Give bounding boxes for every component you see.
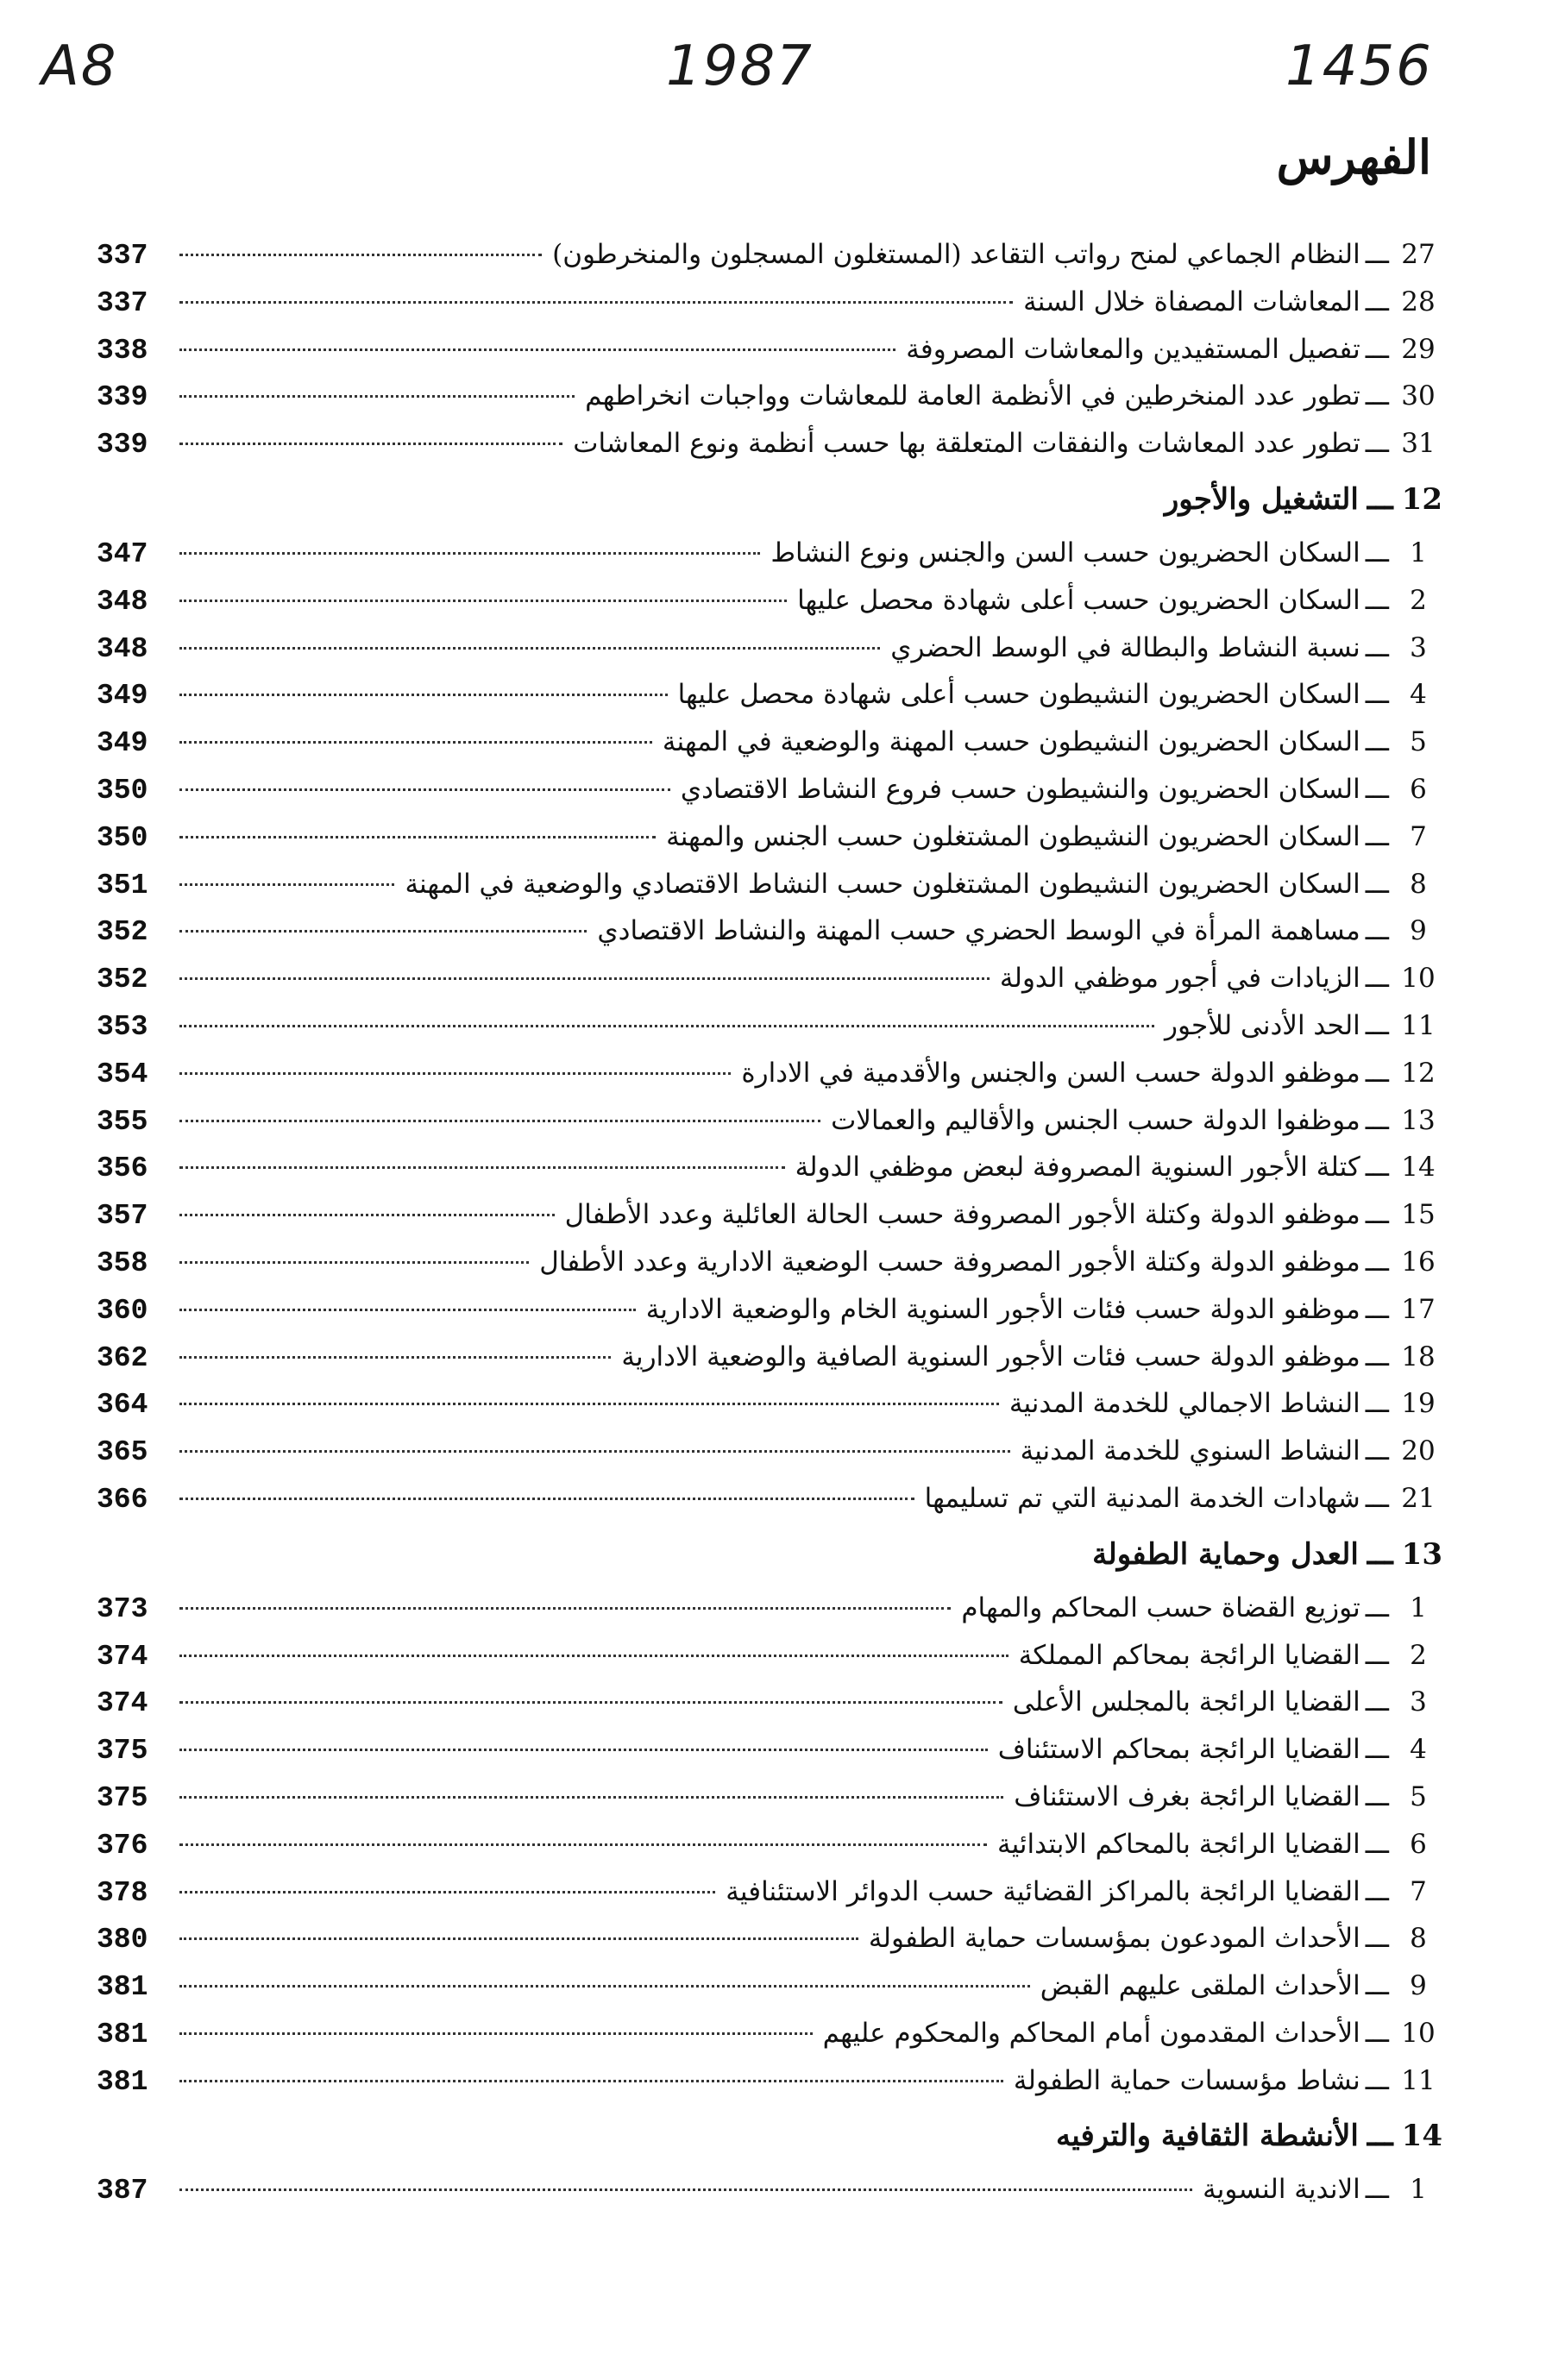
toc-entry (97, 1475, 1442, 1523)
dot-leader (179, 301, 1013, 304)
dot-leader (179, 836, 656, 838)
entry-number: 28 (1401, 286, 1436, 317)
entry-number: 8 (1410, 868, 1427, 900)
dot-leader (179, 1356, 611, 1359)
toc-entry (97, 326, 1442, 374)
entry-title: النظام الجماعي لمنح رواتب التقاعد (المستغلون المسجلون والمنخرطون) (552, 239, 1360, 270)
dot-leader (179, 1607, 951, 1610)
toc-entry (97, 1144, 1442, 1191)
dot-leader (179, 930, 587, 933)
entry-title: النشاط الاجمالي للخدمة المدنية (1008, 1388, 1360, 1420)
entry-dash: ـــ (1365, 1828, 1389, 1860)
entry-title: موظفو الدولة وكتلة الأجور المصروفة حسب الحالة العائلية وعدد الأطفال (564, 1199, 1360, 1231)
entry-page-number: 354 (97, 1058, 148, 1090)
entry-title: الأحداث المودعون بمؤسسات حماية الطفولة (868, 1923, 1360, 1955)
dot-leader (179, 1261, 529, 1264)
toc-entry (97, 907, 1442, 955)
entry-page-number: 375 (97, 1781, 148, 1814)
dot-leader (179, 254, 542, 256)
entry-page-number: 337 (97, 240, 148, 272)
entry-page-number: 349 (97, 727, 148, 760)
entry-title: القضايا الرائجة بمحاكم الاستئناف (997, 1734, 1360, 1766)
entry-page-number: 378 (97, 1876, 148, 1909)
entry-number: 4 (1410, 1734, 1427, 1766)
entry-dash: ـــ (1365, 1435, 1389, 1467)
dot-leader (179, 1403, 999, 1405)
entry-page-number: 348 (97, 585, 148, 618)
dot-leader (179, 1309, 636, 1311)
entry-page-number: 349 (97, 680, 148, 713)
entry-dash: ـــ (1365, 820, 1389, 852)
entry-title: السكان الحضريون حسب السن والجنس ونوع النشاط (770, 537, 1360, 568)
dot-leader (179, 1214, 555, 1216)
toc-entry (97, 2010, 1442, 2057)
entry-number: 5 (1410, 1780, 1427, 1812)
toc-entry (97, 1962, 1442, 2010)
entry-page-number: 338 (97, 334, 148, 367)
dot-leader (179, 1655, 1008, 1657)
entry-number: 2 (1410, 584, 1427, 616)
handwritten-note-left: A8 (41, 35, 118, 98)
entry-title: القضايا الرائجة بالمحاكم الابتدائية (996, 1828, 1360, 1860)
entry-dash: ـــ (1365, 726, 1389, 758)
entry-number: 2 (1410, 1639, 1427, 1671)
toc-entry (97, 1821, 1442, 1868)
dot-leader (179, 977, 990, 980)
dot-leader (179, 1796, 1003, 1799)
entry-number: 4 (1410, 679, 1427, 711)
entry-dash: ـــ (1365, 1246, 1389, 1278)
entry-dash: ـــ (1365, 1152, 1389, 1184)
entry-title: موظفو الدولة وكتلة الأجور المصروفة حسب الوضعية الادارية وعدد الأطفال (539, 1246, 1360, 1278)
entry-page-number: 375 (97, 1735, 148, 1768)
dot-leader (179, 1072, 731, 1075)
entry-page-number: 350 (97, 774, 148, 807)
entry-page-number: 381 (97, 2018, 148, 2050)
toc-entry (97, 1679, 1442, 1726)
entry-page-number: 357 (97, 1200, 148, 1233)
toc-entry (97, 1191, 1442, 1239)
dot-leader (179, 1843, 987, 1846)
toc-entry (97, 2166, 1442, 2214)
entry-dash: ـــ (1365, 1686, 1389, 1718)
entry-title: تطور عدد المعاشات والنفقات المتعلقة بها حسب أنظمة ونوع المعاشات (573, 428, 1360, 460)
toc-entry (97, 813, 1442, 861)
entry-number: 9 (1410, 1970, 1427, 2002)
entry-page-number: 381 (97, 2065, 148, 2098)
section-heading (97, 2106, 1442, 2166)
dot-leader (179, 2188, 1192, 2191)
entry-number: 8 (1410, 1923, 1427, 1955)
section-title: التشغيل والأجور (1164, 481, 1359, 517)
entry-title: السكان الحضريون حسب أعلى شهادة محصل عليها (797, 584, 1360, 616)
entry-dash: ـــ (1365, 1923, 1389, 1955)
entry-page-number: 380 (97, 1924, 148, 1956)
entry-page-number: 364 (97, 1389, 148, 1422)
toc-entry (97, 1774, 1442, 1821)
toc-entry (97, 420, 1442, 468)
entry-title: السكان الحضريون النشيطون حسب أعلى شهادة محصل عليها (677, 679, 1360, 711)
dot-leader (179, 600, 787, 602)
entry-dash: ـــ (1365, 1734, 1389, 1766)
entry-dash: ـــ (1365, 2017, 1389, 2049)
entry-title: القضايا الرائجة بالمراكز القضائية حسب الدوائر الاستئنافية (726, 1875, 1360, 1907)
entry-number: 16 (1401, 1246, 1436, 1278)
entry-dash: ـــ (1365, 239, 1389, 270)
entry-dash: ـــ (1365, 537, 1389, 568)
toc-entry (97, 1868, 1442, 1916)
entry-number: 12 (1401, 1057, 1436, 1089)
entry-title: نسبة النشاط والبطالة في الوسط الحضري (890, 631, 1360, 663)
entry-number: 1 (1410, 2174, 1427, 2206)
dot-leader (179, 1891, 715, 1893)
entry-page-number: 350 (97, 821, 148, 854)
section-title: الأنشطة الثقافية والترفيه (1056, 2119, 1359, 2154)
entry-page-number: 351 (97, 869, 148, 901)
entry-dash: ـــ (1365, 1780, 1389, 1812)
entry-title: القضايا الرائجة بالمجلس الأعلى (1012, 1686, 1360, 1718)
entry-page-number: 337 (97, 286, 148, 319)
entry-dash: ـــ (1365, 333, 1389, 365)
entry-dash: ـــ (1365, 2064, 1389, 2096)
entry-number: 20 (1401, 1435, 1436, 1467)
toc-entry (97, 1334, 1442, 1381)
table-of-contents (97, 231, 1442, 2353)
entry-number: 19 (1401, 1388, 1436, 1420)
entry-number: 17 (1401, 1293, 1436, 1325)
entry-number: 31 (1401, 428, 1436, 460)
entry-page-number: 348 (97, 632, 148, 665)
entry-title: توزيع القضاة حسب المحاكم والمهام (961, 1592, 1360, 1623)
toc-entry (97, 231, 1442, 279)
entry-number: 10 (1401, 963, 1436, 995)
entry-page-number: 360 (97, 1294, 148, 1327)
entry-title: السكان الحضريون والنشيطون حسب فروع النشاط الاقتصادي (680, 773, 1360, 805)
dot-leader (179, 1937, 858, 1940)
dot-leader (179, 1498, 914, 1500)
entry-title: نشاط مؤسسات حماية الطفولة (1013, 2064, 1360, 2096)
entry-title: شهادات الخدمة المدنية التي تم تسليمها (924, 1482, 1360, 1514)
entry-dash: ـــ (1365, 1639, 1389, 1671)
section-heading (97, 1524, 1442, 1585)
entry-page-number: 353 (97, 1010, 148, 1043)
toc-entry (97, 1002, 1442, 1050)
entry-number: 5 (1410, 726, 1427, 758)
entry-number: 7 (1410, 1875, 1427, 1907)
entry-title: المعاشات المصفاة خلال السنة (1023, 286, 1360, 317)
entry-title: مساهمة المرأة في الوسط الحضري حسب المهنة والنشاط الاقتصادي (597, 915, 1360, 947)
entry-title: تفصيل المستفيدين والمعاشات المصروفة (906, 333, 1360, 365)
entry-number: 27 (1401, 239, 1436, 270)
entry-page-number: 362 (97, 1341, 148, 1374)
entry-number: 9 (1410, 915, 1427, 947)
entry-dash: ـــ (1365, 915, 1389, 947)
entry-page-number: 381 (97, 1971, 148, 2004)
entry-number: 1 (1410, 537, 1427, 568)
dot-leader (179, 694, 668, 696)
entry-dash: ـــ (1365, 1199, 1389, 1231)
dot-leader (179, 349, 895, 351)
entry-dash: ـــ (1365, 1104, 1389, 1136)
section-dash: ـــ (1367, 1536, 1393, 1572)
section-number: 13 (1401, 1536, 1442, 1572)
entry-title: تطور عدد المنخرطين في الأنظمة العامة للمعاشات وواجبات انخراطهم (585, 380, 1360, 412)
entry-title: موظفو الدولة حسب فئات الأجور السنوية الخام والوضعية الادارية (645, 1293, 1360, 1325)
entry-page-number: 339 (97, 381, 148, 414)
toc-entry (97, 1380, 1442, 1428)
toc-entry (97, 279, 1442, 326)
toc-entry (97, 1585, 1442, 1632)
entry-title: الأحداث الملقى عليهم القبض (1040, 1970, 1360, 2002)
toc-entry (97, 577, 1442, 625)
entry-dash: ـــ (1365, 428, 1389, 460)
entry-title: الحد الأدنى للأجور (1165, 1009, 1360, 1041)
entry-number: 14 (1401, 1152, 1436, 1184)
entry-number: 21 (1401, 1482, 1436, 1514)
entry-page-number: 365 (97, 1436, 148, 1469)
entry-dash: ـــ (1365, 1388, 1389, 1420)
entry-page-number: 376 (97, 1829, 148, 1862)
entry-page-number: 356 (97, 1152, 148, 1185)
entry-number: 7 (1410, 820, 1427, 852)
dot-leader (179, 395, 575, 398)
entry-title: موظفو الدولة حسب فئات الأجور السنوية الصافية والوضعية الادارية (621, 1341, 1360, 1372)
section-dash: ـــ (1367, 2119, 1393, 2154)
entry-dash: ـــ (1365, 631, 1389, 663)
entry-dash: ـــ (1365, 1482, 1389, 1514)
section-title: العدل وحماية الطفولة (1092, 1536, 1359, 1572)
dot-leader (179, 647, 880, 650)
toc-entry (97, 671, 1442, 719)
dot-leader (179, 2080, 1003, 2082)
entry-number: 29 (1401, 333, 1436, 365)
entry-page-number: 387 (97, 2175, 148, 2207)
toc-entry (97, 1632, 1442, 1680)
entry-number: 30 (1401, 380, 1436, 412)
toc-entry (97, 373, 1442, 420)
handwritten-year: 1987 (666, 35, 814, 98)
toc-entry (97, 1239, 1442, 1286)
toc-entry (97, 719, 1442, 766)
entry-dash: ـــ (1365, 679, 1389, 711)
dot-leader (179, 1166, 785, 1169)
entry-dash: ـــ (1365, 1009, 1389, 1041)
entry-dash: ـــ (1365, 1592, 1389, 1623)
entry-dash: ـــ (1365, 868, 1389, 900)
dot-leader (179, 2032, 813, 2035)
toc-entry (97, 766, 1442, 813)
toc-entry (97, 2057, 1442, 2105)
entry-number: 3 (1410, 631, 1427, 663)
entry-dash: ـــ (1365, 584, 1389, 616)
entry-page-number: 374 (97, 1687, 148, 1720)
entry-title: موظفوا الدولة حسب الجنس والأقاليم والعمالات (831, 1104, 1360, 1136)
entry-title: النشاط السنوي للخدمة المدنية (1020, 1435, 1360, 1467)
dot-leader (179, 1985, 1030, 1988)
entry-page-number: 352 (97, 964, 148, 996)
entry-title: الاندية النسوية (1203, 2174, 1360, 2206)
section-heading (97, 469, 1442, 530)
toc-entry (97, 1097, 1442, 1145)
entry-number: 15 (1401, 1199, 1436, 1231)
toc-entry (97, 1286, 1442, 1334)
entry-number: 6 (1410, 773, 1427, 805)
dot-leader (179, 788, 670, 791)
toc-entry (97, 1915, 1442, 1962)
dot-leader (179, 741, 652, 744)
dot-leader (179, 552, 760, 555)
dot-leader (179, 443, 562, 445)
dot-leader (179, 1701, 1002, 1704)
entry-number: 3 (1410, 1686, 1427, 1718)
entry-number: 11 (1401, 1009, 1436, 1041)
toc-entry (97, 530, 1442, 577)
page-title: الفهرس (1276, 129, 1431, 185)
entry-number: 11 (1401, 2064, 1436, 2096)
entry-title: كتلة الأجور السنوية المصروفة لبعض موظفي الدولة (795, 1152, 1360, 1184)
entry-number: 1 (1410, 1592, 1427, 1623)
entry-dash: ـــ (1365, 2174, 1389, 2206)
entry-page-number: 358 (97, 1247, 148, 1279)
toc-entry (97, 1726, 1442, 1774)
entry-title: موظفو الدولة حسب السن والجنس والأقدمية في الادارة (741, 1057, 1360, 1089)
entry-title: السكان الحضريون النشيطون المشتغلون حسب الجنس والمهنة (666, 820, 1360, 852)
entry-number: 13 (1401, 1104, 1436, 1136)
entry-page-number: 366 (97, 1483, 148, 1516)
entry-dash: ـــ (1365, 773, 1389, 805)
entry-number: 18 (1401, 1341, 1436, 1372)
entry-dash: ـــ (1365, 1875, 1389, 1907)
dot-leader (179, 1749, 988, 1751)
entry-number: 10 (1401, 2017, 1436, 2049)
entry-page-number: 347 (97, 537, 148, 570)
entry-title: الزيادات في أجور موظفي الدولة (999, 963, 1360, 995)
entry-dash: ـــ (1365, 380, 1389, 412)
dot-leader (179, 1025, 1154, 1027)
toc-entry (97, 625, 1442, 672)
entry-page-number: 373 (97, 1592, 148, 1625)
section-dash: ـــ (1367, 481, 1393, 517)
toc-entry (97, 1428, 1442, 1475)
toc-entry (97, 1050, 1442, 1097)
entry-title: السكان الحضريون النشيطون المشتغلون حسب النشاط الاقتصادي والوضعية في المهنة (405, 868, 1360, 900)
dot-leader (179, 1120, 820, 1122)
entry-title: القضايا الرائجة بغرف الاستئناف (1014, 1780, 1360, 1812)
section-number: 14 (1401, 2119, 1442, 2154)
entry-page-number: 339 (97, 429, 148, 462)
handwritten-note-right: 1456 (1285, 35, 1433, 98)
toc-entry (97, 955, 1442, 1002)
dot-leader (179, 883, 394, 886)
section-number: 12 (1401, 481, 1442, 517)
entry-dash: ـــ (1365, 286, 1389, 317)
entry-page-number: 355 (97, 1105, 148, 1138)
entry-page-number: 374 (97, 1640, 148, 1673)
entry-dash: ـــ (1365, 1293, 1389, 1325)
entry-page-number: 352 (97, 916, 148, 949)
dot-leader (179, 1450, 1010, 1453)
entry-dash: ـــ (1365, 1970, 1389, 2002)
entry-number: 6 (1410, 1828, 1427, 1860)
toc-entry (97, 861, 1442, 908)
entry-dash: ـــ (1365, 1341, 1389, 1372)
entry-title: القضايا الرائجة بمحاكم المملكة (1018, 1639, 1360, 1671)
entry-dash: ـــ (1365, 963, 1389, 995)
entry-title: السكان الحضريون النشيطون حسب المهنة والوضعية في المهنة (662, 726, 1360, 758)
entry-title: الأحداث المقدمون أمام المحاكم والمحكوم عليهم (822, 2017, 1360, 2049)
entry-dash: ـــ (1365, 1057, 1389, 1089)
